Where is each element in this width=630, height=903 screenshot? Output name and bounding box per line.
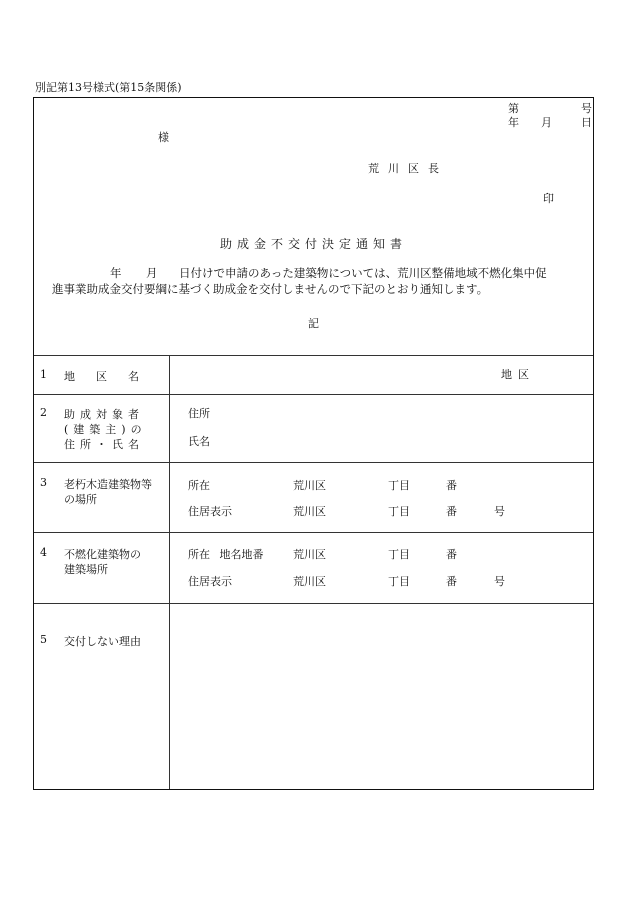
row-label-line: 住所・氏名 (64, 438, 144, 451)
row-label-district: 地区名 (64, 370, 160, 383)
body-date-month: 月 (146, 266, 158, 280)
row-label-line: (建築主)の (64, 423, 147, 436)
row-divider (34, 532, 593, 533)
document-title: 助成金不交付決定通知書 (220, 237, 408, 251)
row-divider (34, 603, 593, 604)
ban-label: 番 (446, 575, 457, 588)
go-label: 号 (494, 505, 505, 518)
number-go: 号 (581, 102, 592, 115)
location-label: 所在 (188, 479, 210, 492)
location-lot-label: 所在 地名地番 (188, 548, 264, 561)
row-label-line: 老朽木造建築物等 (64, 478, 152, 491)
row-label-line: 助成対象者 (64, 408, 144, 421)
chome-label: 丁目 (388, 505, 410, 518)
chome-label: 丁目 (388, 548, 410, 561)
date-day: 日 (581, 116, 592, 129)
row-number: 3 (40, 476, 47, 489)
ki-mark: 記 (308, 317, 319, 330)
date-month: 月 (541, 116, 552, 129)
residence-display-label: 住居表示 (188, 505, 232, 518)
go-label: 号 (494, 575, 505, 588)
row-divider (34, 394, 593, 395)
address-field-label: 住所 (188, 407, 210, 420)
date-year: 年 (508, 116, 519, 129)
column-divider (169, 355, 170, 789)
row-label-reason: 交付しない理由 (64, 635, 141, 648)
row-number: 4 (40, 546, 47, 559)
body-date-year: 年 (110, 266, 122, 280)
row-label-line: 不燃化建築物の (64, 548, 141, 561)
district-suffix: 地区 (501, 368, 535, 381)
seal-mark: 印 (543, 192, 554, 205)
residence-display-label: 住居表示 (188, 575, 232, 588)
chome-label: 丁目 (388, 575, 410, 588)
ward-name: 荒川区 (293, 479, 326, 492)
body-line-2: 進事業助成金交付要綱に基づく助成金を交付しませんので下記のとおり通知します。 (52, 282, 489, 296)
name-field-label: 氏名 (188, 435, 210, 448)
row-divider (34, 462, 593, 463)
addressee-sama: 様 (158, 131, 169, 144)
row-number: 5 (40, 633, 47, 646)
ban-label: 番 (446, 479, 457, 492)
ban-label: 番 (446, 505, 457, 518)
ward-name: 荒川区 (293, 505, 326, 518)
body-line-1: 日付けで申請のあった建築物については、荒川区整備地域不燃化集中促 (179, 266, 547, 280)
row-label-line: 建築場所 (64, 563, 108, 576)
ward-name: 荒川区 (293, 548, 326, 561)
table-top-line (34, 355, 593, 356)
row-number: 2 (40, 406, 47, 419)
row-number: 1 (40, 368, 47, 381)
form-label: 別記第13号様式(第15条関係) (35, 81, 182, 94)
number-dai: 第 (508, 102, 519, 115)
form-frame (33, 97, 594, 790)
chome-label: 丁目 (388, 479, 410, 492)
ward-name: 荒川区 (293, 575, 326, 588)
row-label-line: の場所 (64, 493, 97, 506)
ban-label: 番 (446, 548, 457, 561)
issuer: 荒川区長 (368, 162, 448, 175)
